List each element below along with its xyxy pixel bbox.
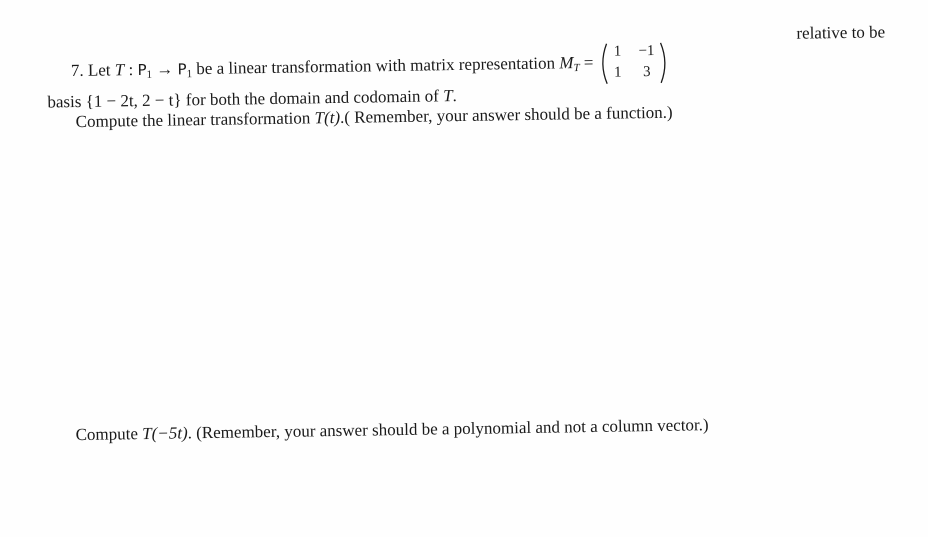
question-1-text: Compute the linear transformation xyxy=(75,108,311,132)
question-1-expression: T(t) xyxy=(314,107,341,128)
domain-codomain-text: for both the domain and codomain of xyxy=(185,86,440,110)
matrix-representation xyxy=(597,41,670,86)
question-2-expression: T(−5t) xyxy=(142,423,188,444)
basis-word: basis xyxy=(47,91,82,112)
question-2-text: Compute xyxy=(75,424,139,445)
matrix-entry-2-1: 1 xyxy=(613,64,622,81)
basis-set: {1 − 2t, 2 − t} xyxy=(85,90,182,111)
matrix-symbol-subscript: T xyxy=(573,62,580,75)
problem-number: 7. xyxy=(70,60,84,81)
question-part-2 xyxy=(75,416,708,443)
arrow-symbol: → xyxy=(156,59,174,79)
problem-statement-line-1 xyxy=(71,41,670,94)
polynomial-space-codomain: P xyxy=(177,60,187,79)
let-word: Let xyxy=(87,60,111,80)
polynomial-degree-domain: 1 xyxy=(146,68,153,81)
statement-text: be a linear transformation with matrix representation xyxy=(196,53,556,79)
matrix-symbol: M xyxy=(559,53,574,73)
colon: : xyxy=(128,60,134,80)
matrix-entry-1-1: 1 xyxy=(613,43,622,60)
polynomial-degree-codomain: 1 xyxy=(186,68,193,81)
question-2-remark: . (Remember, your answer should be a polynomial and not a column vector.) xyxy=(187,415,709,443)
period: . xyxy=(452,86,457,106)
transformation-symbol: T xyxy=(114,60,125,80)
matrix-entry-1-2: −1 xyxy=(638,42,655,60)
question-1-remark: .( Remember, your answer should be a function.) xyxy=(339,102,673,127)
transformation-symbol: T xyxy=(442,86,453,106)
relative-to-text: relative to be xyxy=(796,22,886,43)
equals-sign: = xyxy=(583,52,594,72)
polynomial-space-domain: P xyxy=(137,60,147,80)
matrix-entry-2-2: 3 xyxy=(642,64,651,81)
